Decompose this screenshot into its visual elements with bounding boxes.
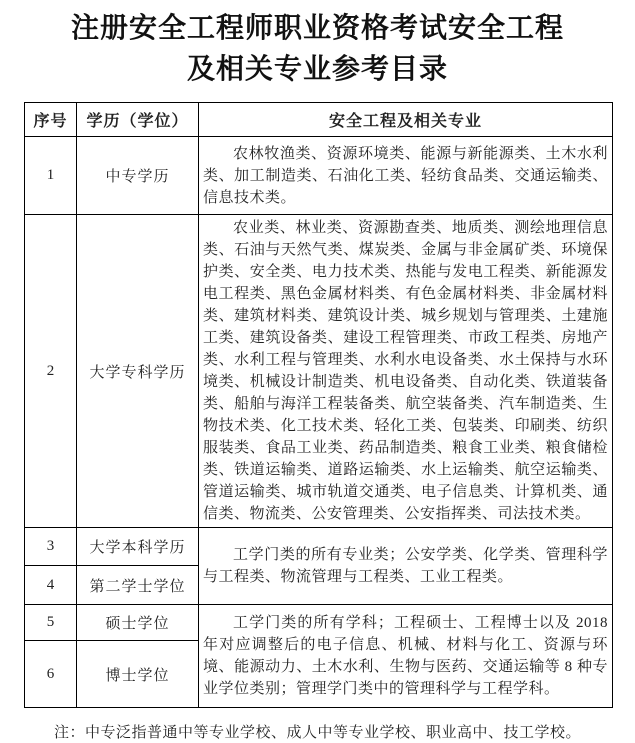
- degree-cell: 硕士学位: [77, 605, 199, 641]
- row-number-cell: 5: [25, 605, 77, 641]
- table-row: [25, 137, 613, 215]
- table-row: [25, 605, 613, 641]
- degree-cell: 大学本科学历: [77, 528, 199, 566]
- row-number-cell: 4: [25, 566, 77, 605]
- header-cell-degree: 学历（学位）: [77, 103, 199, 137]
- majors-cell-merged-3-4: 工学门类的所有专业类；公安学类、化学类、管理科学与工程类、物流管理与工程类、工业工程类。: [199, 528, 613, 605]
- row-number-cell: 6: [25, 641, 77, 708]
- row-number-cell: 1: [25, 137, 77, 215]
- majors-cell-merged-5-6: 工学门类的所有学科；工程硕士、工程博士以及 2018 年对应调整后的电子信息、机械、材料与化工、资源与环境、能源动力、土木水利、生物与医药、交通运输等 8 种专业学位类别；管理学门类中的管理科学与工程学科。: [199, 605, 613, 708]
- majors-cell: 农林牧渔类、资源环境类、能源与新能源类、土木水利类、加工制造类、石油化工类、轻纺食品类、交通运输类、信息技术类。: [199, 137, 613, 215]
- majors-catalog-table: [24, 102, 613, 708]
- majors-cell: 农业类、林业类、资源勘查类、地质类、测绘地理信息类、石油与天然气类、煤炭类、金属与非金属矿类、环境保护类、安全类、电力技术类、热能与发电工程类、新能源发电工程类、黑色金属材料类、有色金属材料类、非金属材料类、建筑材料类、建筑设计类、城乡规划与管理类、土建施工类、建筑设备类、建设工程管理类、市政工程类、房地产类、水利工程与管理类、水利水电设备类、水土保持与水环境类、机械设计制造类、机电设备类、自动化类、铁道装备类、船舶与海洋工程装备类、航空装备类、汽车制造类、生物技术类、化工技术类、轻化工类、包装类、印刷类、纺织服装类、食品工业类、药品制造类、粮食工业类、粮食储检类、铁道运输类、道路运输类、水上运输类、航空运输类、管道运输类、城市轨道交通类、电子信息类、计算机类、通信类、物流类、公安管理类、公安指挥类、司法技术类。: [199, 215, 613, 528]
- page-title: [0, 8, 635, 90]
- table-header-row: [25, 103, 613, 137]
- header-cell-majors: 安全工程及相关专业: [199, 103, 613, 137]
- table-row: [25, 215, 613, 528]
- footnote: 注：中专泛指普通中等专业学校、成人中等专业学校、职业高中、技工学校。: [54, 725, 582, 741]
- page-title-line-2: 及相关专业参考目录: [186, 54, 448, 85]
- row-number-cell: 2: [25, 215, 77, 528]
- header-cell-number: 序号: [25, 103, 77, 137]
- table-row: [25, 528, 613, 566]
- degree-cell: 中专学历: [77, 137, 199, 215]
- degree-cell: 大学专科学历: [77, 215, 199, 528]
- page-title-line-1: 注册安全工程师职业资格考试安全工程: [70, 13, 564, 44]
- degree-cell: 博士学位: [77, 641, 199, 708]
- row-number-cell: 3: [25, 528, 77, 566]
- degree-cell: 第二学士学位: [77, 566, 199, 605]
